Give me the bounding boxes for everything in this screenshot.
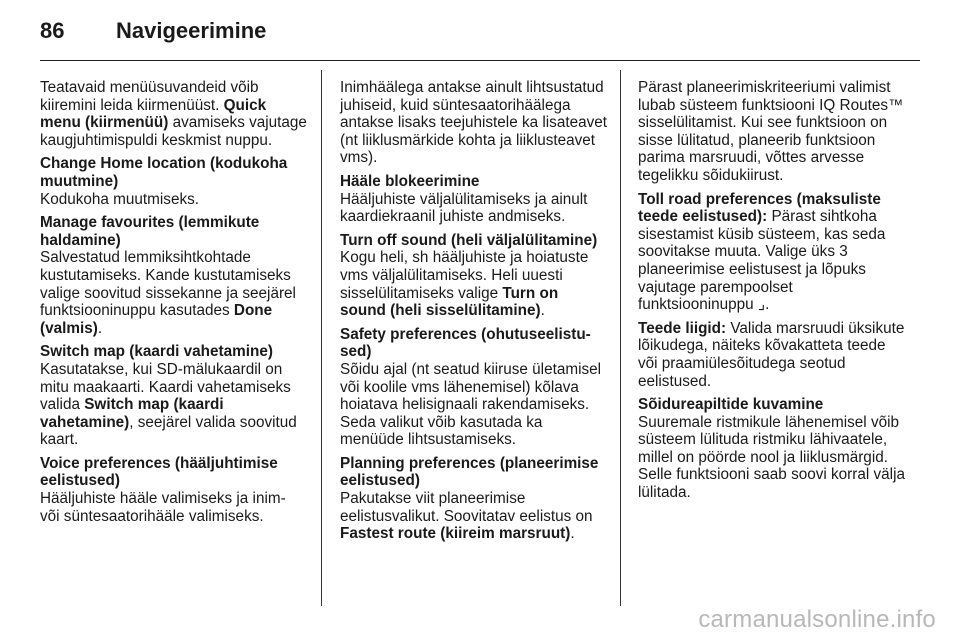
road-types-section: Teede liigid: Valida marsruudi üksikute lõikudega, näiteks kõvakatteta teede või praamiülesõitudega seotud eelistused. xyxy=(638,319,905,390)
section-heading: Safety preferences (ohutuseelistu- sed) xyxy=(340,325,591,361)
toll-road-section: Toll road preferences (maksuliste teede eelistused): Pärast sihtkoha sisestamist küsib süsteem, kas seda soovitakse muuta. Valige üks 3 planeerimise eelistusest ja lõpuks vajutage parempoolset funktsiooninuppu ⌟. xyxy=(638,190,886,314)
voice-block-section: Hääle blokeerimine Hääljuhiste väljalülitamiseks ja ainult kaardiekraanil juhiste andmiseks. xyxy=(340,173,608,226)
favourites-section: Manage favourites (lemmikute haldamine) Salvestatud lemmiksihtkohtade kustutamiseks. Kande kustutamiseks valige soovitud sissekanne ja seejärel funktsiooninuppu kasutades Done (valmis). xyxy=(40,214,308,337)
section-heading: Teede liigid: xyxy=(638,319,727,337)
voice-intro-paragraph: Inimhäälega antakse ainult lihtsustatud juhiseid, kuid süntesaatorihäälega antakse lisaks teejuhistele ka lisateavet (nt liiklusmärkide kohta ja liiklusteavet vms). xyxy=(340,79,607,167)
home-location-section: Change Home location (kodukoha muutmine) Kodukoha muutmiseks. xyxy=(40,155,308,208)
section-heading: Switch map (kaardi vahetamine) xyxy=(40,343,273,361)
section-heading: Manage favourites (lemmikute haldamine) xyxy=(40,214,260,249)
column-1 xyxy=(40,79,308,531)
column-3 xyxy=(638,79,906,508)
softkey-corner-icon: ⌟ xyxy=(757,296,766,314)
page-title: Navigeerimine xyxy=(116,18,267,43)
section-heading: Hääle blokeerimine xyxy=(340,172,480,190)
column-2 xyxy=(340,79,608,549)
watermark: carmanualsonline.info xyxy=(698,606,936,633)
junction-pictures-section: Sõidureapiltide kuvamine Suuremale ristmikule lähenemisel võib süsteem lülituda ristmiku lähivaatele, millel on pöörde nool ja liiklusmärgid. Selle funktsiooni saab soovi korral välja lülitada. xyxy=(638,396,905,502)
page-number: 86 xyxy=(40,18,65,43)
intro-paragraph: Teatavaid menüüsuvandeid võib kiiremini leida kiirmenüüst. Quick menu (kiirmenüü) avamiseks vajutage kaugjuhtimispuldi keskmist nuppu. xyxy=(40,79,307,149)
switch-map-section: Switch map (kaardi vahetamine) Kasutatakse, kui SD-mälukaardil on mitu maakaarti. Kaardi vahetamiseks valida Switch map (kaardi vahetamine), seejärel valida soovitud kaart. xyxy=(40,343,308,449)
page-header xyxy=(40,18,266,48)
iq-routes-paragraph: Pärast planeerimiskriteeriumi valimist lubab süsteem funktsiooni IQ Routes™ sisselülitamist. Kui see funktsioon on sisse lülitatud, planeerib funktsioon parima marsruudi, võttes arvesse tegelikku sõidukiirust. xyxy=(638,79,904,184)
header-rule xyxy=(40,60,920,61)
section-heading: Planning preferences (planeerimise eelistused) xyxy=(340,454,599,490)
section-heading: Change Home location (kodukoha muutmine) xyxy=(40,155,288,190)
column-divider-2 xyxy=(620,70,621,606)
safety-preferences-section: Safety preferences (ohutuseelistu- sed) Sõidu ajal (nt seatud kiiruse ületamisel või koolile vms lähenemisel) kõlava hoiatava helisignaali rakendamiseks. Seda valikut võib kasutada ka menüüde lihtsustamiseks. xyxy=(340,326,608,449)
planning-preferences-section: Planning preferences (planeerimise eelistused) Pakutakse viit planeerimise eelistusvalikut. Soovitatav eelistus on Fastest route (kiireim marsruut). xyxy=(340,455,608,543)
turn-off-sound-section: Turn off sound (heli väljalülitamine) Kogu heli, sh hääljuhiste ja hoiatuste vms väljalülitamiseks. Heli uuesti sisselülitamiseks valige Turn on sound (heli sisselülitamine). xyxy=(340,232,608,320)
section-heading: Turn off sound (heli väljalülitamine) xyxy=(340,231,598,249)
column-divider-1 xyxy=(321,70,322,606)
voice-preferences-section: Voice preferences (hääljuhtimise eelistused) Hääljuhiste hääle valimiseks ja inim- või süntesaatorihääle valimiseks. xyxy=(40,455,308,525)
section-heading: Sõidureapiltide kuvamine xyxy=(638,396,824,414)
section-heading: Toll road preferences (maksuliste teede eelistused): xyxy=(638,190,881,226)
section-heading: Voice preferences (hääljuhtimise eelistused) xyxy=(40,454,278,490)
